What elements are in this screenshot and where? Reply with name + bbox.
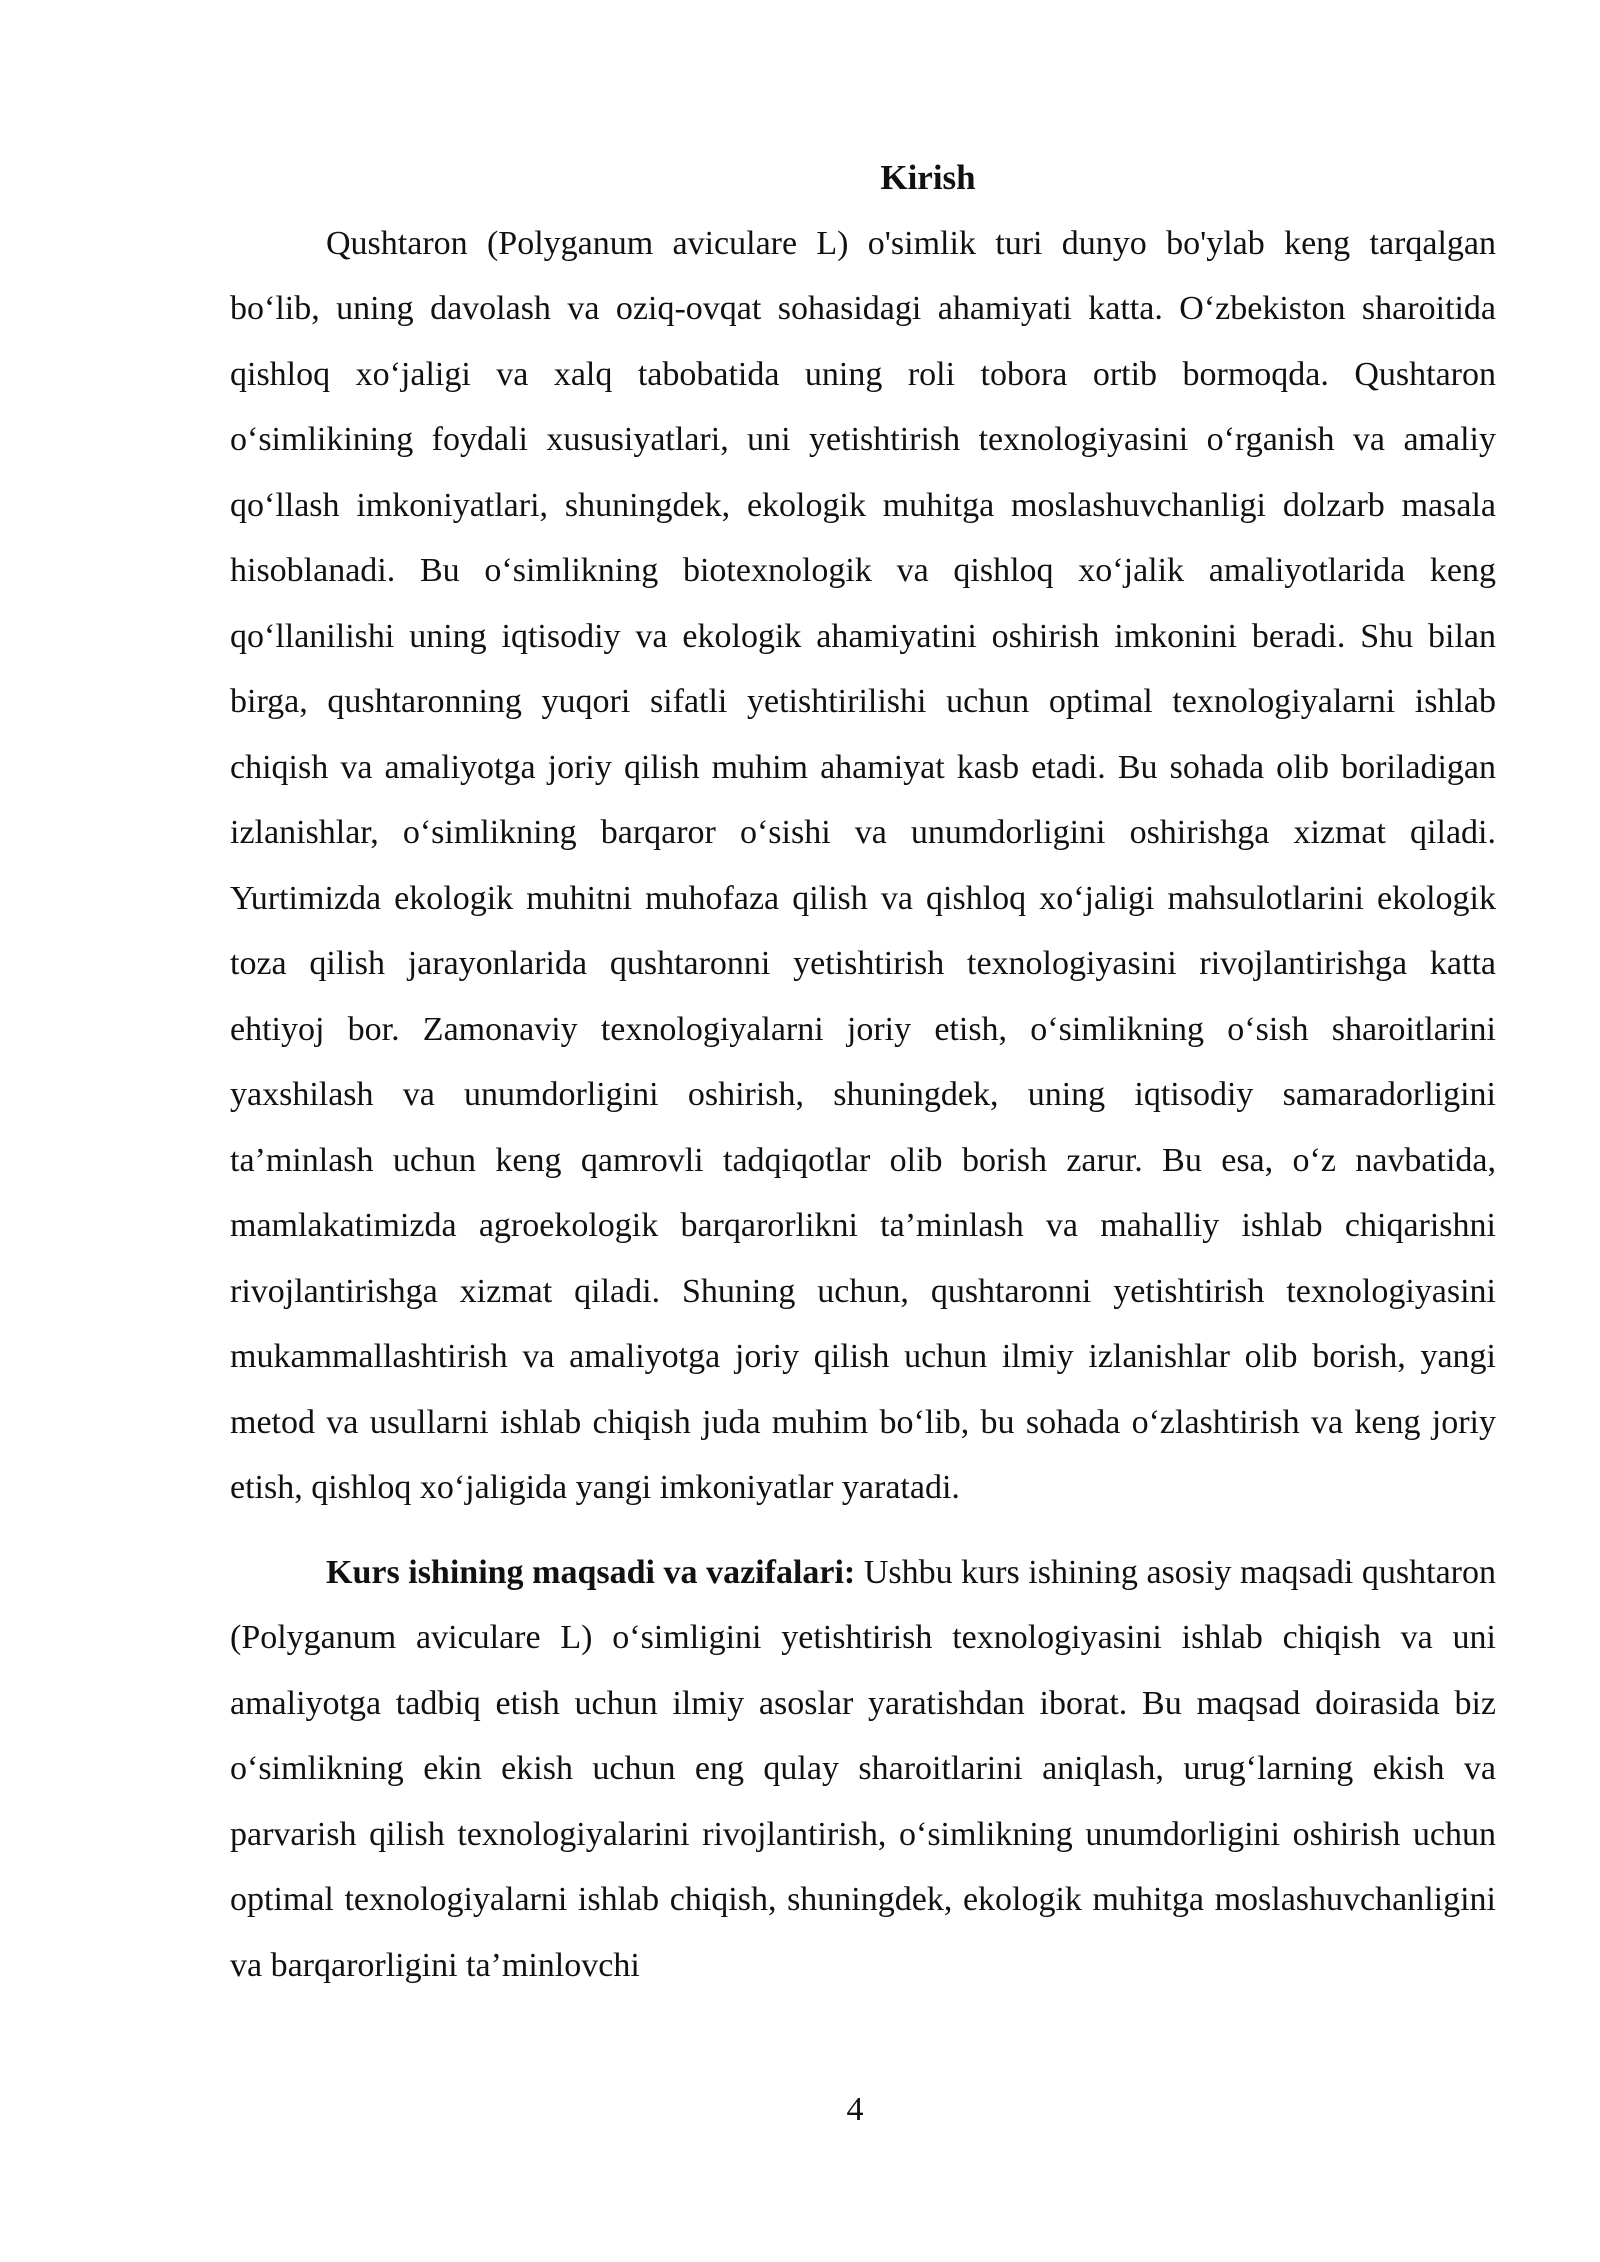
document-page (230, 145, 1496, 1998)
paragraph-text: Ushbu kurs ishining asosiy maqsadi qushtaron (Polyganum aviculare L) o‘simligini yetishtirish texnologiyasini ishlab chiqish va uni amaliyotga tadbiq etish uchun ilmiy asoslar yaratishdan iborat. Bu maqsad doirasida biz o‘simlikning ekin ekish uchun eng qulay sharoitlarini aniqlash, urug‘larning ekish va parvarish qilish texnologiyalarini rivojlantirish, o‘simlikning unumdorligini oshirish uchun optimal texnologiyalarni ishlab chiqish, shuningdek, ekologik muhitga moslashuvchanligini va barqarorligini ta’minlovchi (230, 1553, 1496, 1984)
section-heading: Kirish (880, 158, 976, 197)
paragraph-text: Qushtaron (Polyganum aviculare L) o'simlik turi dunyo bo'ylab keng tarqalgan bo‘lib, uning davolash va oziq-ovqat sohasidagi ahamiyati katta. O‘zbekiston sharoitida qishloq xo‘jaligi va xalq tabobatida uning roli tobora ortib bormoqda. Qushtaron o‘simlikining foydali xususiyatlari, uni yetishtirish texnologiyasini o‘rganish va amaliy qo‘llash imkoniyatlari, shuningdek, ekologik muhitga moslashuvchanligi dolzarb masala hisoblanadi. Bu o‘simlikning biotexnologik va qishloq xo‘jalik amaliyotlarida keng qo‘llanilishi uning iqtisodiy va ekologik ahamiyatini oshirish imkonini beradi. Shu bilan birga, qushtaronning yuqori sifatli yetishtirilishi uchun optimal texnologiyalarni ishlab chiqish va amaliyotga joriy qilish muhim ahamiyat kasb etadi. Bu sohada olib boriladigan izlanishlar, o‘simlikning barqaror o‘sishi va unumdorligini oshirishga xizmat qiladi. Yurtimizda ekologik muhitni muhofaza qilish va qishloq xo‘jaligi mahsulotlarini ekologik toza qilish jarayonlarida qushtaronni yetishtirish texnologiyasini rivojlantirishga katta ehtiyoj bor. Zamonaviy texnologiyalarni joriy etish, o‘simlikning o‘sish sharoitlarini yaxshilash va unumdorligini oshirish, shuningdek, uning iqtisodiy samaradorligini ta’minlash uchun keng qamrovli tadqiqotlar olib borish zarur. Bu esa, o‘z navbatida, mamlakatimizda agroekologik barqarorlikni ta’minlash va mahalliy ishlab chiqarishni rivojlantirishga xizmat qiladi. Shuning uchun, qushtaronni yetishtirish texnologiyasini mukammallashtirish va amaliyotga joriy qilish uchun ilmiy izlanishlar olib borish, yangi metod va usullarni ishlab chiqish juda muhim bo‘lib, bu sohada o‘zlashtirish va keng joriy etish, qishloq xo‘jaligida yangi imkoniyatlar yaratadi. (230, 224, 1496, 1506)
page-number: 4 (846, 2091, 864, 2128)
goals-paragraph (230, 1540, 1496, 1999)
intro-paragraph (230, 211, 1496, 1521)
paragraph-lead: Kurs ishining maqsadi va vazifalari: (326, 1553, 856, 1591)
